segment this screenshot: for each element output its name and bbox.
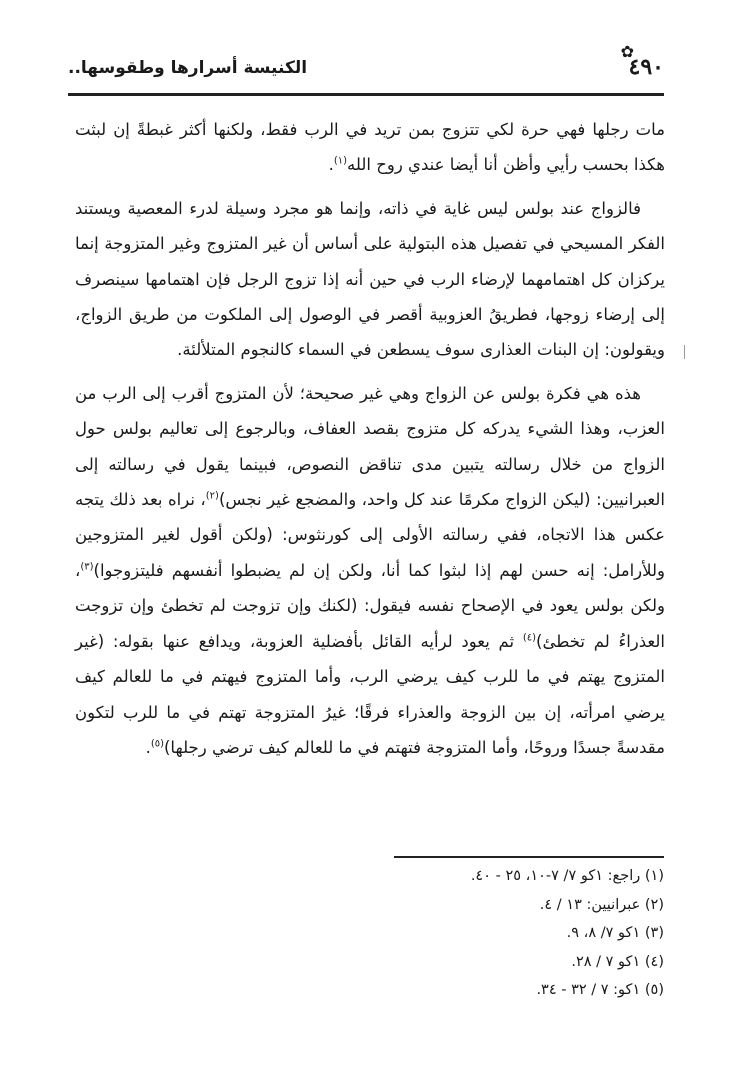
- footnote-item: (٤) ١كو ٧ / ٢٨.: [571, 953, 664, 970]
- footnotes: [300, 862, 664, 1005]
- ornament-icon: ✿: [620, 42, 634, 61]
- footnote-item: (٣) ١كو ٧/ ٨، ٩.: [566, 925, 664, 941]
- footnote-ref: (٢): [205, 490, 219, 502]
- footnote-ref: (٤): [522, 632, 537, 644]
- paragraph-3: هذه هي فكرة بولس عن الزواج وهي غير صحيحة؛ لأن المتزوج أقرب إلى الرب من العزب، وهذا الشيء يدركه كل متزوج بقصد العفاف، وبالرجوع إلى تعاليم بولس حول الزواج من خلال رسالته يتبين مدى تناقض النصوص، فبينما يقول في رسالته إلى العبرانيين: (ليكن الزواج مكرمًا عند كل واحد، والمضجع غير نجس)$^{(٢)}$، نراه بعد ذلك يتجه عكس هذا الاتجاه، ففي رسالته الأولى إلى كورنثوس: (ولكن أقول لغير المتزوجين وللأرامل: إنه حسن لهم إذا لبثوا كما أنا، ولكن إن لم يضبطوا أنفسهم فليتزوجوا)$^{(٣)}$، ولكن بولس يعود في الإصحاح نفسه فيقول: (لكنك وإن تزوجت لم تخطئ وإن تزوجت العذراءُ لم تخطئ)$^{(٤)}$ ثم يعود لرأيه القائل بأفضلية العزوبة، ويدافع عنها بقوله: (غير المتزوج يهتم في ما للرب كيف يرضي الرب، وأما المتزوج فيهتم في ما للعالم كيف يرضي امرأته، إن بين الزوجة والعذراء فرقًا؛ غيرُ المتزوجة تهتم في ما للرب لتكون مقدسةً جسدًا وروحًا، وأما المتزوجة فتهتم في ما للعالم كيف ترضي رجلها)$^{(٥)}$.: [75, 383, 665, 757]
- footnote-item: (٥) ١كو: ٧ / ٣٢ - ٣٤.: [536, 982, 664, 998]
- running-header: [68, 42, 664, 90]
- footnote-item: (١) راجع: ١كو ٧/ ٧-١٠، ٢٥ - ٤٠.: [470, 868, 664, 884]
- page-number: ٤٩٠: [628, 54, 664, 80]
- main-text: [75, 112, 665, 773]
- footnote-rule: [394, 856, 664, 858]
- footnote-item: (٢) عبرانيين: ١٣ / ٤.: [539, 896, 664, 913]
- paragraph-1: مات رجلها فهي حرة لكي تتزوج بمن تريد في الرب فقط، ولكنها أكثر غبطةً إن لبثت هكذا بحسب رأيي وأظن أنا أيضا عندي روح الله$^{(١)}$.: [75, 120, 665, 175]
- footnote-ref: (٥): [150, 738, 164, 750]
- footnote-ref: (٣): [80, 561, 94, 573]
- margin-mark: [684, 345, 685, 359]
- paragraph-2: فالزواج عند بولس ليس غاية في ذاته، وإنما هو مجرد وسيلة لدرء المعصية ويستند الفكر المسيحي في تفصيل هذه البتولية على أساس أن غير المتزوج وغير المتزوجة إنما يركزان كل اهتمامهما لإرضاء الرب في حين أنه إذا تزوج الرجل فإن اهتمامها سينصرف إلى إرضاء زوجها، فطريقُ العزوبية أقصر في الوصول إلى الملكوت من طريق الزواج، ويقولون: إن البنات العذارى سوف يسطعن في السماء كالنجوم المتلألئة.: [75, 198, 665, 360]
- header-rule: [68, 93, 664, 96]
- footnote-ref: (١): [333, 155, 348, 167]
- running-title: الكنيسة أسرارها وطقوسها..: [68, 58, 308, 78]
